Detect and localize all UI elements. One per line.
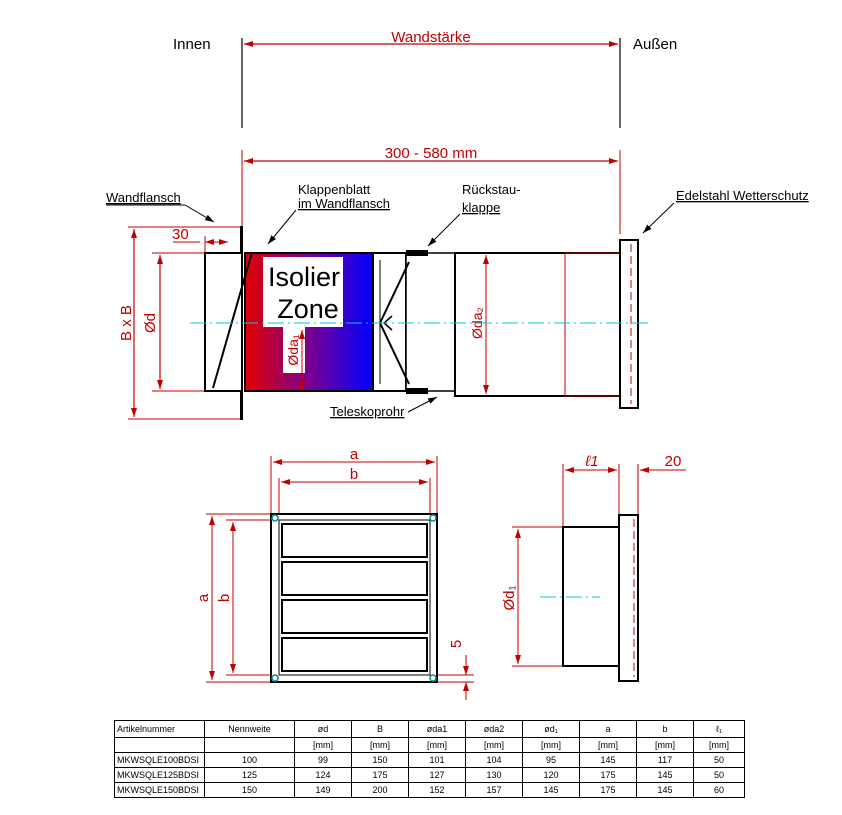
- unit-cell: [mm]: [409, 738, 466, 753]
- table-cell: 175: [580, 783, 637, 798]
- od-label: Ød: [142, 312, 159, 334]
- a-dimension-top: [271, 456, 437, 514]
- insulation-label-line2: Zone: [277, 294, 339, 324]
- table-cell: 145: [637, 783, 694, 798]
- table-cell: 127: [409, 768, 466, 783]
- outside-label: Außen: [633, 36, 678, 53]
- weather-guard-leader: [643, 203, 674, 233]
- a-label-top: a: [349, 446, 359, 463]
- table-cell: 149: [295, 783, 352, 798]
- col-header: ℓ₁: [694, 721, 745, 738]
- table-cell: 145: [637, 768, 694, 783]
- inside-label: Innen: [173, 36, 211, 53]
- unit-cell: [205, 738, 295, 753]
- od1-label: Ød₁: [501, 585, 518, 611]
- col-header: a: [580, 721, 637, 738]
- table-cell: 130: [466, 768, 523, 783]
- table-unit-row: [115, 738, 745, 753]
- l1-dimension: [563, 464, 619, 527]
- grille-front: [271, 514, 437, 682]
- wall-thickness-dimension: [242, 38, 620, 128]
- unit-cell: [mm]: [694, 738, 745, 753]
- inner-spigot: [205, 253, 242, 391]
- flap-label-line2: im Wandflansch: [298, 196, 390, 211]
- table-cell: MKWSQLE100BDSI: [115, 753, 205, 768]
- unit-cell: [mm]: [352, 738, 409, 753]
- unit-cell: [mm]: [523, 738, 580, 753]
- weather-guard: [620, 240, 638, 408]
- table-cell: MKWSQLE125BDSI: [115, 768, 205, 783]
- spec-table: [114, 720, 745, 798]
- table-cell: 157: [466, 783, 523, 798]
- table-cell: 125: [205, 768, 295, 783]
- unit-cell: [mm]: [580, 738, 637, 753]
- table-cell: 175: [352, 768, 409, 783]
- table-cell: 104: [466, 753, 523, 768]
- table-cell: 50: [694, 753, 745, 768]
- table-cell: 150: [352, 753, 409, 768]
- table-cell: 175: [580, 768, 637, 783]
- col-header: ød₁: [523, 721, 580, 738]
- col-header: øda2: [466, 721, 523, 738]
- twenty-label: 20: [664, 453, 682, 470]
- backdraft-label-line1: Rückstau-: [462, 182, 521, 197]
- table-cell: 117: [637, 753, 694, 768]
- table-row: [115, 783, 745, 798]
- table-cell: 50: [694, 768, 745, 783]
- b-label-top: b: [349, 466, 359, 483]
- twenty-dimension: [600, 464, 686, 515]
- table-cell: 95: [523, 753, 580, 768]
- weather-guard-label: Edelstahl Wetterschutz: [676, 188, 809, 203]
- table-cell: 124: [295, 768, 352, 783]
- telescope-tube-label: Teleskoprohr: [330, 404, 405, 419]
- unit-cell: [mm]: [637, 738, 694, 753]
- wall-flange-label: Wandflansch: [106, 190, 181, 205]
- telescope-leader: [408, 397, 437, 412]
- l1-label: ℓ1: [585, 453, 599, 470]
- backdraft-leader: [428, 214, 460, 246]
- length-range-label: 300 - 580 mm: [384, 145, 478, 162]
- col-header: B: [352, 721, 409, 738]
- flange-30-label: 30: [172, 226, 189, 243]
- weather-guard-side: [540, 515, 638, 681]
- wall-thickness-label: Wandstärke: [391, 29, 471, 46]
- bxb-label: B x B: [118, 305, 135, 341]
- table-header-row: [115, 721, 745, 738]
- col-header: øda1: [409, 721, 466, 738]
- oda1-label: Øda₁: [285, 334, 301, 366]
- table-cell: 99: [295, 753, 352, 768]
- flap-leader: [268, 210, 296, 244]
- col-header: b: [637, 721, 694, 738]
- insulation-label-line1: Isolier: [267, 262, 341, 292]
- five-label: 5: [448, 639, 465, 649]
- od-dimension: [152, 253, 205, 391]
- table-cell: 145: [523, 783, 580, 798]
- table-cell: 60: [694, 783, 745, 798]
- oda2-label: Øda₂: [469, 307, 485, 339]
- flap-label-line1: Klappenblatt: [298, 182, 371, 197]
- a-label-side: a: [195, 593, 212, 603]
- table-cell: 145: [580, 753, 637, 768]
- b-label-side: b: [216, 593, 233, 603]
- five-dimension: [437, 655, 474, 700]
- table-cell: 152: [409, 783, 466, 798]
- unit-cell: [115, 738, 205, 753]
- unit-cell: [mm]: [295, 738, 352, 753]
- table-cell: 100: [205, 753, 295, 768]
- table-cell: 120: [523, 768, 580, 783]
- unit-cell: [mm]: [466, 738, 523, 753]
- table-row: [115, 768, 745, 783]
- col-header: Artikelnummer: [115, 721, 205, 738]
- wall-flange-arrow: [185, 205, 214, 222]
- col-header: Nennweite: [205, 721, 295, 738]
- table-cell: 150: [205, 783, 295, 798]
- table-cell: 101: [409, 753, 466, 768]
- backdraft-label-line2: klappe: [462, 200, 501, 215]
- table-cell: 200: [352, 783, 409, 798]
- table-cell: MKWSQLE150BDSI: [115, 783, 205, 798]
- col-header: ød: [295, 721, 352, 738]
- table-row: [115, 753, 745, 768]
